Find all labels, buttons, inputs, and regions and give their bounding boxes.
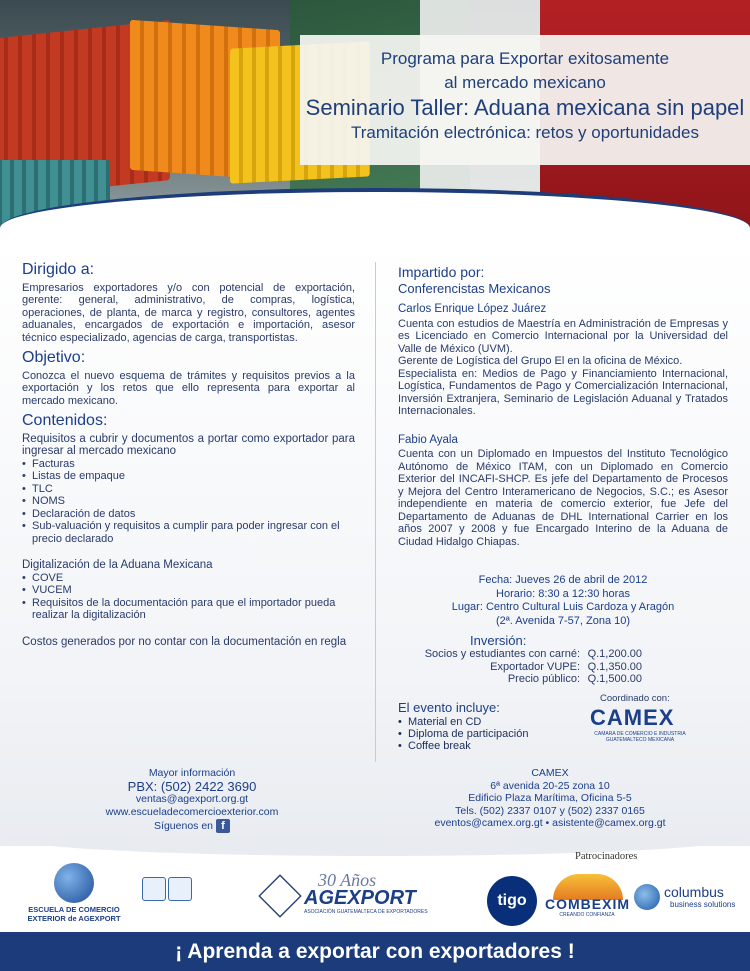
section1-list bbox=[22, 458, 355, 546]
costos-text: Costos generados por no contar con la documentación en regla bbox=[22, 635, 347, 648]
columbus-name: columbus bbox=[664, 884, 724, 900]
list-item: • Coffee break bbox=[398, 740, 528, 752]
combexim-logo bbox=[545, 874, 629, 918]
camex-address-1: 6ª avenida 20-25 zona 10 bbox=[490, 779, 610, 792]
price-row bbox=[398, 673, 642, 686]
event-place: Lugar: Centro Cultural Luis Cardoza y Aragón bbox=[451, 601, 675, 613]
columbus-logo bbox=[634, 882, 744, 916]
social-row bbox=[82, 819, 302, 833]
speaker1-specialty: Especialista en: Medios de Pago y Financiamiento Internacional, Logística, Fundamentos de Pago y Comercialización Internacional, Inversión Extranjera, Seminario de Legislación Aduanal y Tratados Internacionales. bbox=[398, 367, 728, 417]
section2-title: Digitalización de la Aduana Mexicana bbox=[22, 559, 213, 571]
list-item: • VUCEM bbox=[22, 584, 355, 597]
section2-list bbox=[22, 572, 355, 622]
event-details bbox=[398, 574, 728, 628]
list-item: • Requisitos de la documentación para que el importador pueda realizar la digitalización bbox=[22, 597, 355, 622]
price-label: Precio público: bbox=[507, 673, 580, 685]
speaker1-position: Gerente de Logística del Grupo El en la oficina de México. bbox=[398, 355, 683, 367]
agexport-subtitle: ASOCIACIÓN GUATEMALTECA DE EXPORTADORES bbox=[304, 909, 428, 915]
contact-website[interactable]: www.escueladecomercioexterior.com bbox=[105, 806, 279, 818]
camex-logo bbox=[590, 705, 690, 745]
event-date: Fecha: Jueves 26 de abril de 2012 bbox=[478, 574, 648, 586]
certification-badges bbox=[142, 877, 194, 899]
impartido-heading: Impartido por: bbox=[398, 264, 485, 280]
speaker1-bio: Cuenta con estudios de Maestría en Administración de Empresas y es Licenciado en Comercio Internacional por la Universidad del Valle de México (UVM). bbox=[398, 317, 728, 355]
price-row bbox=[398, 661, 642, 674]
certification-icon bbox=[142, 877, 166, 901]
header-line-1: Programa para Exportar exitosamente bbox=[380, 49, 670, 68]
agexport-logo bbox=[258, 870, 448, 920]
contact-phone: PBX: (502) 2422 3690 bbox=[127, 779, 257, 794]
certification-icon bbox=[168, 877, 192, 901]
list-item: • Diploma de participación bbox=[398, 728, 528, 740]
inversion-heading: Inversión: bbox=[470, 633, 527, 648]
list-item: • Declaración de datos bbox=[22, 508, 355, 521]
price-value: Q.1,200.00 bbox=[587, 648, 642, 660]
right-column bbox=[398, 266, 728, 548]
price-row bbox=[398, 648, 642, 661]
agexport-name: AGEXPORT bbox=[304, 887, 416, 909]
list-item: • Listas de empaque bbox=[22, 470, 355, 483]
incluye-heading: El evento incluye: bbox=[398, 700, 500, 715]
globe-icon bbox=[54, 863, 94, 903]
hero-image bbox=[0, 0, 750, 240]
list-item: • Material en CD bbox=[398, 716, 528, 728]
tigo-logo: tigo bbox=[487, 876, 537, 926]
columbus-circle-icon bbox=[634, 884, 660, 910]
dirigido-heading: Dirigido a: bbox=[22, 261, 95, 278]
contact-title: Mayor información bbox=[148, 767, 236, 779]
columbus-subtitle: business solutions bbox=[670, 900, 736, 909]
list-item: • TLC bbox=[22, 483, 355, 496]
column-divider bbox=[375, 262, 376, 762]
list-item: • COVE bbox=[22, 572, 355, 585]
contenidos-heading: Contenidos: bbox=[22, 412, 108, 429]
camex-address-2: Edificio Plaza Marítima, Oficina 5-5 bbox=[468, 792, 632, 804]
siguenos-label: Síguenos en bbox=[154, 819, 214, 832]
list-item: • Sub-valuación y requisitos a cumplir para poder ingresar con el precio declarado bbox=[22, 520, 355, 545]
camex-emails[interactable]: eventos@camex.org.gt • asistente@camex.org.gt bbox=[434, 817, 666, 829]
combexim-name: COMBEXIM bbox=[545, 896, 630, 912]
header-line-2: al mercado mexicano bbox=[444, 73, 606, 92]
section1-title: Requisitos a cubrir y documentos a portar como exportador para ingresar al mercado mexicano bbox=[22, 432, 355, 457]
left-column bbox=[22, 261, 355, 648]
objetivo-heading: Objetivo: bbox=[22, 349, 86, 366]
event-address: (2ª. Avenida 7-57, Zona 10) bbox=[495, 614, 631, 627]
price-label: Socios y estudiantes con carné: bbox=[424, 648, 580, 660]
header-subtitle: Tramitación electrónica: retos y oportunidades bbox=[350, 123, 700, 142]
camex-logo-subtitle: CAMARA DE COMERCIO E INDUSTRIA GUATEMALTECO MEXICANA bbox=[594, 731, 686, 743]
contact-info-left bbox=[82, 767, 302, 833]
speaker2-name: Fabio Ayala bbox=[398, 433, 458, 446]
school-logo-text: ESCUELA DE COMERCIO EXTERIOR de AGEXPORT bbox=[27, 905, 121, 923]
speaker1-name: Carlos Enrique López Juárez bbox=[398, 303, 547, 315]
contact-info-right bbox=[425, 767, 675, 830]
sponsors-label: Patrocinadores bbox=[575, 851, 638, 862]
price-value: Q.1,500.00 bbox=[587, 673, 642, 685]
header-title: Seminario Taller: Aduana mexicana sin papel bbox=[305, 95, 745, 120]
coordinado-label: Coordinado con: bbox=[600, 693, 670, 704]
contact-email[interactable]: ventas@agexport.org.gt bbox=[135, 793, 249, 805]
title-panel bbox=[300, 35, 750, 165]
dirigido-text: Empresarios exportadores y/o con potencial de exportación, gerente: general, administrativo, de compras, logística, operaciones, de planta, de marca y registro, consultores, agentes aduanales, encargados de exportación e importación, asesor técnico especializado, agencias de carga, transportistas. bbox=[22, 281, 355, 344]
speaker2-bio: Cuenta con un Diplomado en Impuestos del Instituto Tecnológico Autónomo de México ITAM, con un Diplomado en Comercio Exterior del INCAFI-SHCP. Es jefe del Departamento de Procesos y Mejora del Centro Interamericano de Negocios, S.C.; es Asesor independiente en materia de comercio exterior, fue Jefe del Departamento de Aduanas de DHL International Carrier en los años 2007 y 2008 y fue Encargado Interino de la Aduana de Ciudad Hidalgo Chiapas. bbox=[398, 448, 728, 548]
conferencistas-heading: Conferencistas Mexicanos bbox=[398, 280, 551, 296]
camex-name: CAMEX bbox=[531, 767, 569, 779]
camex-phones: Tels. (502) 2337 0107 y (502) 2337 0165 bbox=[455, 804, 645, 817]
price-value: Q.1,350.00 bbox=[587, 660, 642, 673]
agexport-anniversary: 30 Años bbox=[318, 870, 377, 890]
camex-logo-word: CAMEX bbox=[590, 705, 675, 730]
list-item: • Facturas bbox=[22, 458, 355, 471]
price-label: Exportador VUPE: bbox=[490, 660, 580, 673]
event-time: Horario: 8:30 a 12:30 horas bbox=[496, 587, 630, 600]
footer-banner: ¡ Aprenda a exportar con exportadores ! bbox=[0, 932, 750, 971]
objetivo-text: Conozca el nuevo esquema de trámites y requisitos previos a la exportación y los retos que ello representa para exportar al mercado mexicano. bbox=[22, 369, 355, 407]
combexim-subtitle: CREANDO CONFIANZA bbox=[559, 912, 615, 918]
list-item: • NOMS bbox=[22, 495, 355, 508]
price-table bbox=[398, 648, 642, 686]
incluye-list bbox=[398, 716, 528, 752]
facebook-icon[interactable]: f bbox=[216, 819, 230, 833]
agexport-mark-icon bbox=[258, 874, 302, 918]
school-logo bbox=[16, 863, 132, 927]
